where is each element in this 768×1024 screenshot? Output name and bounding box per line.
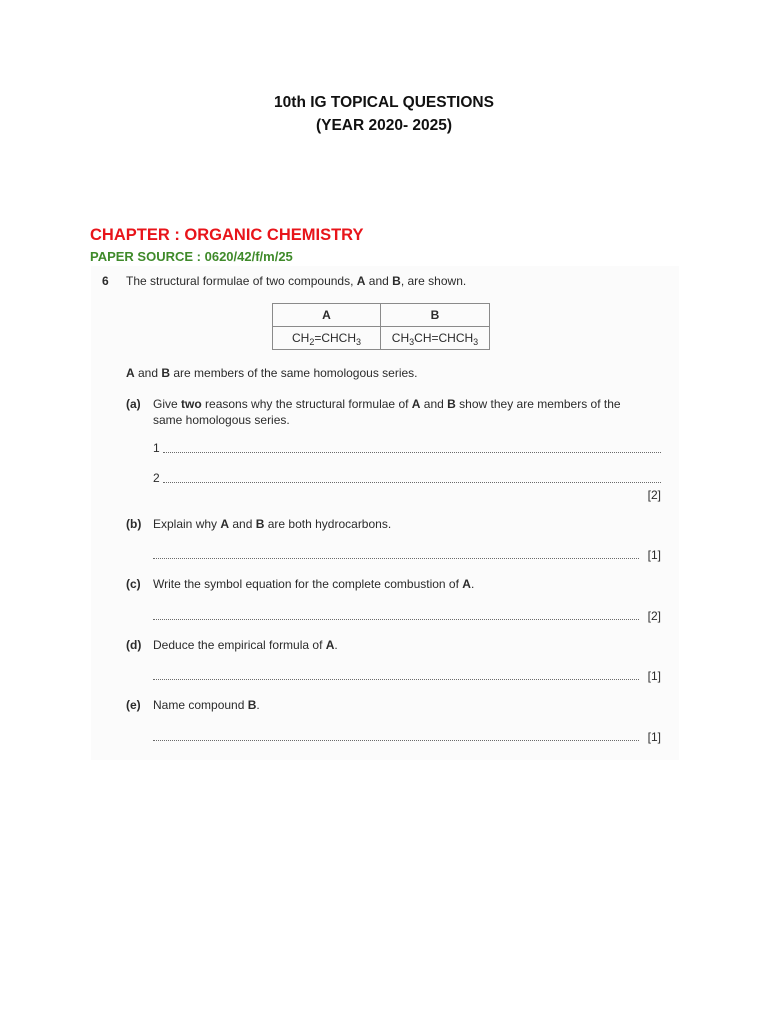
part-b-label: (b): [126, 517, 142, 531]
part-a-label: (a): [126, 397, 141, 411]
formulae-table: [272, 303, 490, 350]
question-number: 6: [102, 274, 109, 288]
chapter-heading: CHAPTER : ORGANIC CHEMISTRY: [90, 226, 364, 244]
part-e-marks: [1]: [647, 730, 661, 744]
formula-b: $CH_3CH=CHCH_3$: [381, 327, 490, 350]
part-e-answer-line[interactable]: [153, 739, 639, 741]
part-c-text: Write the symbol equation for the complete combustion of A.: [153, 577, 475, 591]
part-a-answer-number-1: 1: [153, 441, 160, 455]
table-header-a: A: [273, 304, 381, 327]
part-a-text-line-1: Give two reasons why the structural formulae of A and B show they are members of the: [153, 397, 621, 411]
part-a-answer-line-2[interactable]: [163, 481, 661, 483]
question-6-scan: [91, 266, 679, 760]
paper-source: PAPER SOURCE : 0620/42/f/m/25: [90, 249, 293, 264]
part-c-answer-line[interactable]: [153, 618, 639, 620]
part-b-answer-line[interactable]: [153, 557, 639, 559]
part-d-text: Deduce the empirical formula of A.: [153, 638, 338, 652]
part-a-marks: [2]: [647, 488, 661, 502]
part-d-marks: [1]: [647, 669, 661, 683]
table-header-b: B: [381, 304, 490, 327]
part-b-text: Explain why A and B are both hydrocarbons.: [153, 517, 392, 531]
part-e-label: (e): [126, 698, 141, 712]
part-a-answer-number-2: 2: [153, 471, 160, 485]
part-a-text-line-2: same homologous series.: [153, 413, 290, 427]
question-stem: The structural formulae of two compounds, A and B, are shown.: [126, 274, 467, 288]
homologous-statement: A and B are members of the same homologous series.: [126, 366, 418, 380]
part-d-label: (d): [126, 638, 142, 652]
document-title-line-1: 10th IG TOPICAL QUESTIONS: [274, 94, 494, 111]
part-d-answer-line[interactable]: [153, 678, 639, 680]
part-c-label: (c): [126, 577, 141, 591]
part-c-marks: [2]: [647, 609, 661, 623]
formula-a: $CH_2=CHCH_3$: [273, 327, 381, 350]
part-e-text: Name compound B.: [153, 698, 260, 712]
part-b-marks: [1]: [647, 548, 661, 562]
part-a-answer-line-1[interactable]: [163, 451, 661, 453]
document-title-line-2: (YEAR 2020- 2025): [315, 117, 453, 134]
